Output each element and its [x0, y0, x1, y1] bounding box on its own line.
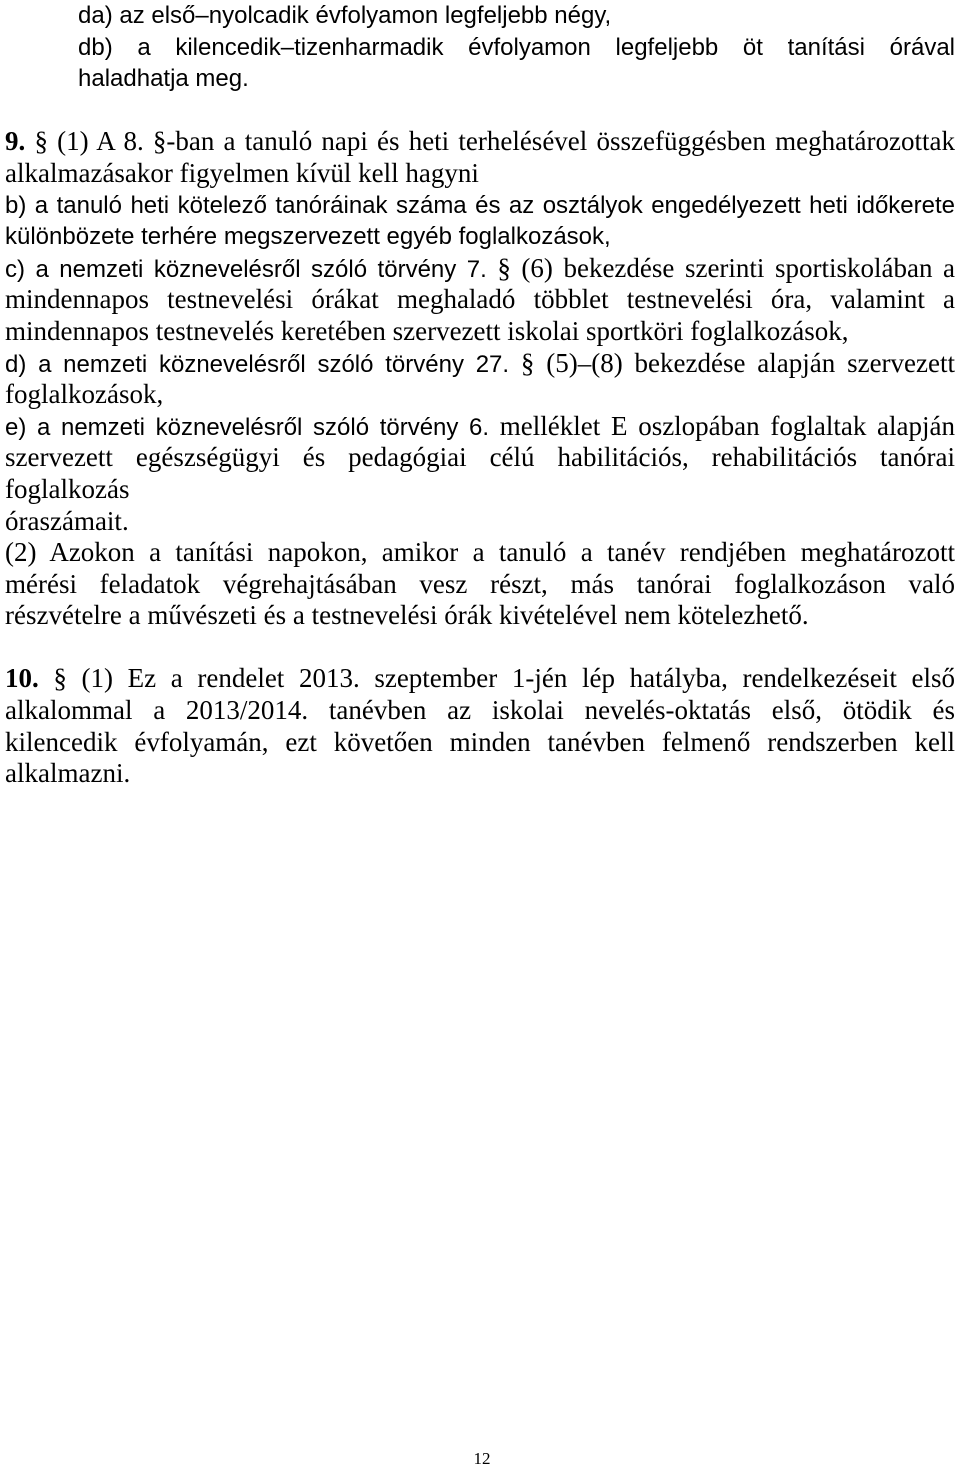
- point-c-reference-text: c) a nemzeti köznevelésről szóló törvény 7.: [5, 255, 487, 283]
- section-9-point-b-line-1: b) a tanuló heti kötelező tanóráinak száma és az osztályok engedélyezett heti időkerete: [5, 191, 955, 219]
- section-9-paragraph-2-line-2: mérési feladatok végrehajtásában vesz részt, más tanórai foglalkozáson való: [5, 568, 955, 599]
- section-9-intro-text: § (1) A 8. §-ban a tanuló napi és heti terhelésével összefüggésben meghatározottak: [34, 126, 956, 157]
- section-10-paragraph-1-line-2: alkalommal a 2013/2014. tanévben az iskolai nevelés-oktatás első, ötödik és: [5, 695, 955, 726]
- blank-line: [5, 95, 955, 127]
- point-c-text: § (6) bekezdése szerinti sportiskolában a: [497, 252, 956, 283]
- document-body: [5, 0, 955, 790]
- section-10-paragraph-1-line-1: [5, 663, 955, 695]
- section-9-point-e-line-3: foglalkozás: [5, 473, 130, 504]
- point-e-reference-text: e) a nemzeti köznevelésről szóló törvény 6.: [5, 413, 490, 441]
- section-9-point-c-line-1: [5, 253, 955, 285]
- section-10-paragraph-1-line-4: alkalmazni.: [5, 758, 131, 789]
- section-9-number: 9.: [5, 126, 26, 157]
- section-9-point-d-line-2: foglalkozások,: [5, 379, 164, 410]
- section-10-paragraph-1-line-3: kilencedik évfolyamán, ezt követően minden tanévben felmenő rendszerben kell: [5, 726, 955, 757]
- blank-line: [5, 632, 955, 664]
- list-item-db: db) a kilencedik–tizenharmadik évfolyamon legfeljebb öt tanítási órával: [78, 33, 955, 61]
- section-10-number: 10.: [5, 663, 39, 694]
- list-item-da: da) az első–nyolcadik évfolyamon legfeljebb négy,: [78, 2, 612, 29]
- section-9-paragraph-1-line-2: alkalmazásakor figyelmen kívül kell hagyni: [5, 157, 479, 188]
- section-9-point-e-line-4: óraszámait.: [5, 505, 129, 536]
- section-10-intro-text: § (1) Ez a rendelet 2013. szeptember 1-jén lép hatályba, rendelkezéseit első: [53, 663, 955, 694]
- point-d-reference-text: d) a nemzeti köznevelésről szóló törvény 27.: [5, 350, 510, 378]
- section-9-point-c-line-2: mindennapos testnevelési órákat meghaladó többlet testnevelési óra, valamint a: [5, 284, 955, 315]
- section-9-paragraph-2-line-1: (2) Azokon a tanítási napokon, amikor a tanuló a tanév rendjében meghatározott: [5, 537, 955, 568]
- section-9-paragraph-2-line-3: részvételre a művészeti és a testnevelési órák kivételével nem kötelezhető.: [5, 600, 809, 631]
- section-9-point-e-line-1: [5, 411, 955, 443]
- section-9-paragraph-1-line-1: [5, 126, 955, 158]
- page-number: 12: [473, 1449, 491, 1468]
- section-9-point-d-line-1: [5, 348, 955, 380]
- list-item-db-continuation: haladhatja meg.: [78, 65, 249, 93]
- section-9-point-c-line-3: mindennapos testnevelés keretében szervezett iskolai sportköri foglalkozások,: [5, 315, 849, 346]
- point-e-text: melléklet E oszlopában foglaltak alapján: [499, 410, 956, 441]
- section-9-point-e-line-2: szervezett egészségügyi és pedagógiai célú habilitációs, rehabilitációs tanórai: [5, 442, 955, 473]
- section-9-point-b-line-2: különbözete terhére megszervezett egyéb foglalkozások,: [5, 223, 611, 251]
- point-d-text: § (5)–(8) bekezdése alapján szervezett: [520, 347, 955, 378]
